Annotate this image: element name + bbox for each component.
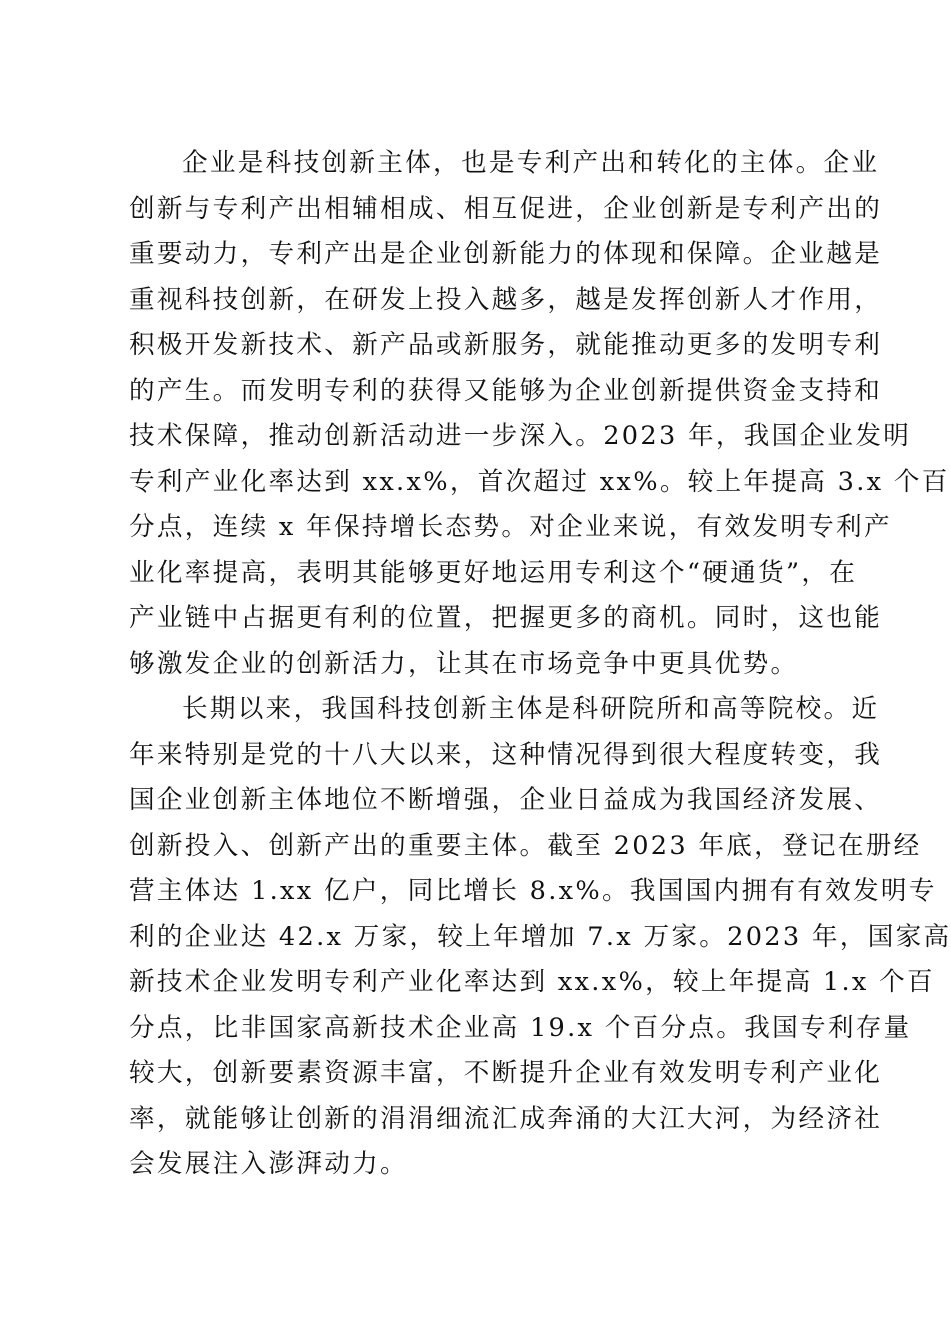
paragraph-2-line: 创新投入、创新产出的重要主体。截至 2023 年底，登记在册经 (129, 830, 922, 861)
paragraph-1-line: 分点，连续 x 年保持增长态势。对企业来说，有效发明专利产 (129, 512, 892, 542)
paragraph-2-line: 年来特别是党的十八大以来，这种情况得到很大程度转变，我 (129, 739, 883, 770)
paragraph-1-line: 产业链中占据更有利的位置，把握更多的商机。同时，这也能 (129, 603, 883, 633)
paragraph-2-line: 国企业创新主体地位不断增强，企业日益成为我国经济发展、 (129, 785, 883, 815)
paragraph-2-line: 新技术企业发明专利产业化率达到 xx.x%，较上年提高 1.x 个百 (129, 967, 935, 997)
paragraph-2-last-line: 会发展注入澎湃动力。 (129, 1149, 408, 1179)
paragraph-1-line: 专利产业化率达到 xx.x%，首次超过 xx%。较上年提高 3.x 个百 (129, 466, 950, 497)
paragraph-2-line: 率，就能够让创新的涓涓细流汇成奔涌的大江大河，为经济社 (129, 1103, 883, 1134)
paragraph-1-line: 技术保障，推动创新活动进一步深入。2023 年，我国企业发明 (129, 421, 912, 451)
paragraph-1-line: 创新与专利产出相辅相成、相互促进，企业创新是专利产出的 (129, 193, 883, 224)
paragraph-1-line: 重要动力，专利产出是企业创新能力的体现和保障。企业越是 (129, 239, 883, 269)
paragraph-2-line: 长期以来，我国科技创新主体是科研院所和高等院校。近 (182, 694, 880, 724)
paragraph-1-line: 积极开发新技术、新产品或新服务，就能推动更多的发明专利 (129, 330, 883, 360)
paragraph-1-line: 企业是科技创新主体，也是专利产出和转化的主体。企业 (182, 148, 880, 178)
body-text (129, 141, 951, 1188)
paragraph-2-line: 营主体达 1.xx 亿户，同比增长 8.x%。我国国内拥有有效发明专 (129, 876, 937, 906)
paragraph-1-line: 业化率提高，表明其能够更好地运用专利这个“硬通货”，在 (129, 557, 858, 588)
paragraph-2-line: 较大，创新要素资源丰富，不断提升企业有效发明专利产业化 (129, 1058, 883, 1088)
paragraph-2-line: 分点，比非国家高新技术企业高 19.x 个百分点。我国专利存量 (129, 1012, 912, 1043)
paragraph-1-last-line: 够激发企业的创新活力，让其在市场竞争中更具优势。 (129, 648, 799, 679)
paragraph-2-line: 利的企业达 42.x 万家，较上年增加 7.x 万家。2023 年，国家高 (129, 921, 951, 952)
paragraph-1-line: 重视科技创新，在研发上投入越多，越是发挥创新人才作用， (129, 284, 883, 315)
paragraph-1-line: 的产生。而发明专利的获得又能够为企业创新提供资金支持和 (129, 375, 883, 406)
